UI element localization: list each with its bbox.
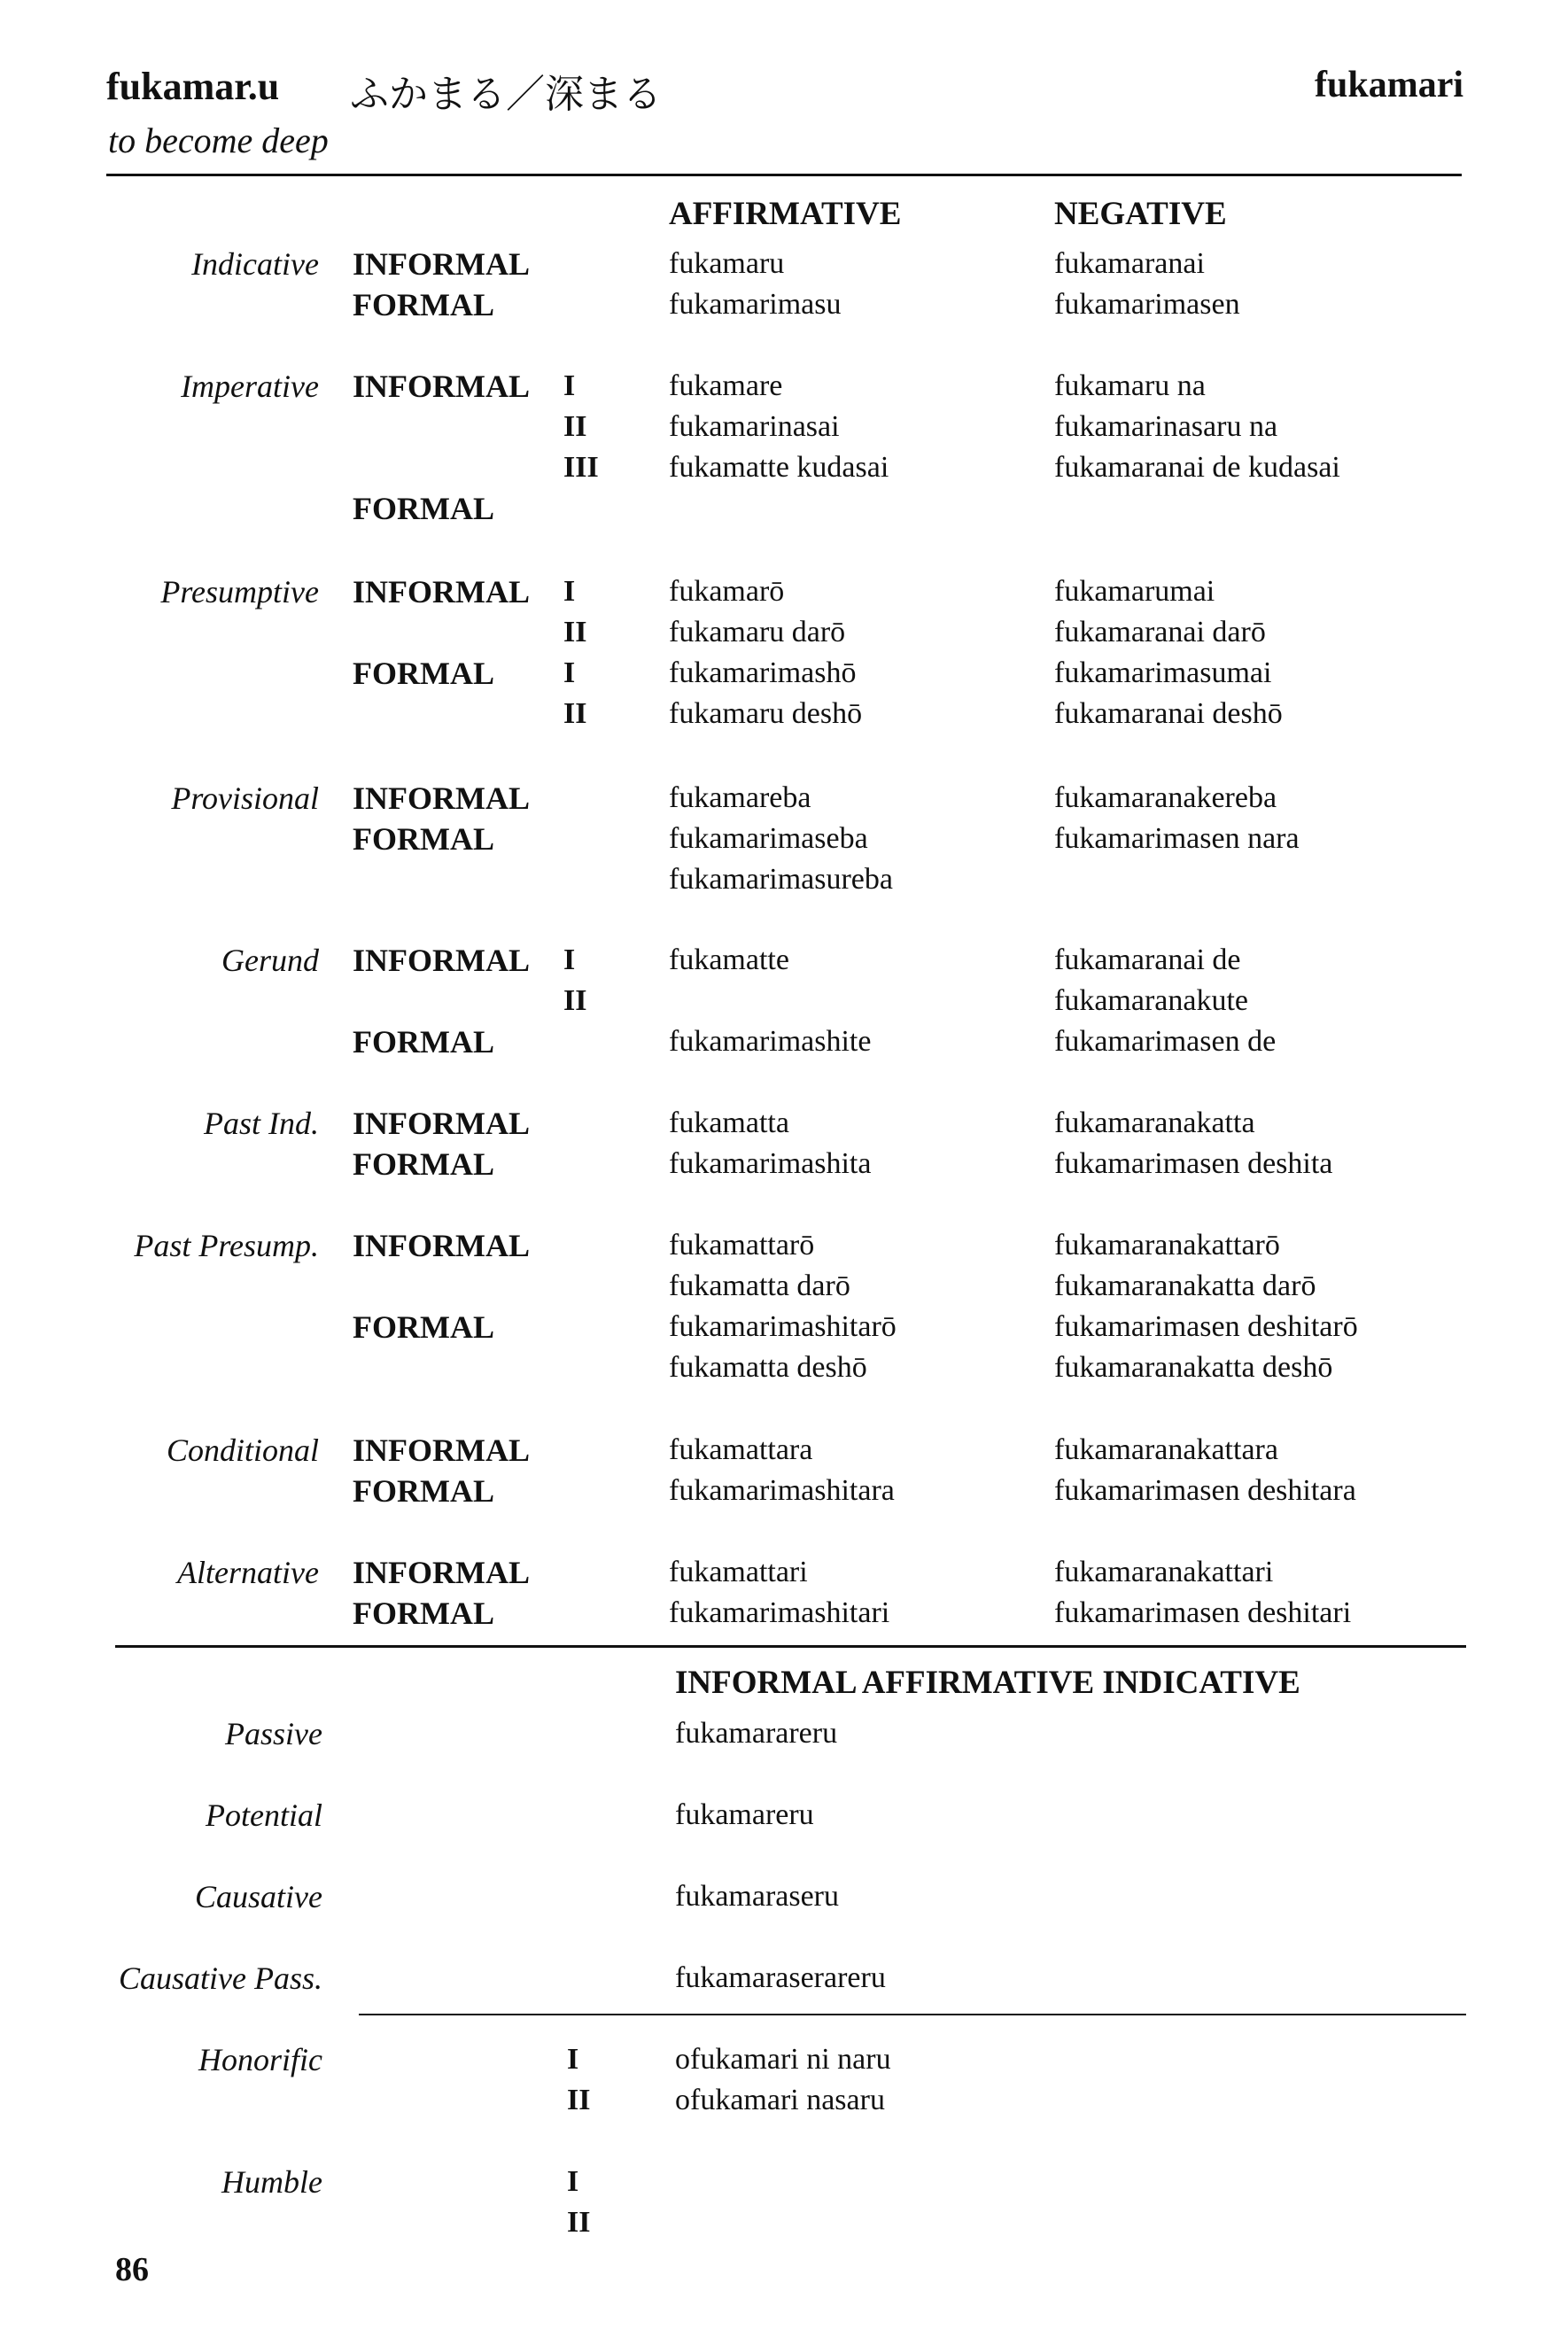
formality-label: FORMAL <box>353 1473 494 1509</box>
negative-form: fukamaranakattarō <box>1054 1229 1280 1262</box>
affirmative-form: fukamaru <box>669 247 785 280</box>
formality-label: FORMAL <box>353 656 494 691</box>
negative-form: fukamarumai <box>1054 575 1215 608</box>
variant-numeral: I <box>563 369 576 402</box>
variant-numeral: I <box>563 575 576 608</box>
negative-form: fukamaranai darō <box>1054 616 1266 648</box>
negative-form: fukamarimasen <box>1054 288 1240 321</box>
negative-form: fukamaranakattari <box>1054 1556 1274 1588</box>
affirmative-form: fukamatta deshō <box>669 1351 867 1384</box>
negative-form: fukamarimasen deshitarō <box>1054 1310 1358 1343</box>
affirmative-form: fukamareba <box>669 781 811 814</box>
formality-label: INFORMAL <box>353 1228 530 1263</box>
formality-label: FORMAL <box>353 1146 494 1182</box>
affirmative-form: fukamarimashitari <box>669 1596 890 1629</box>
formality-label: FORMAL <box>353 1596 494 1631</box>
formality-label: FORMAL <box>353 1309 494 1345</box>
honorific-rule <box>359 2014 1466 2015</box>
variant-numeral: II <box>563 410 587 443</box>
affirmative-form: fukamarō <box>669 575 785 608</box>
category-label: Provisional <box>171 780 319 816</box>
variant-numeral: III <box>563 451 599 484</box>
affirmative-form: fukamarimaseba <box>669 822 868 855</box>
negative-form: fukamaranakatta deshō <box>1054 1351 1333 1384</box>
derived-category-label: Causative <box>195 1879 322 1914</box>
negative-form: fukamarimasen deshitara <box>1054 1474 1356 1507</box>
affirmative-form: fukamarimasu <box>669 288 842 321</box>
derived-category-label: Potential <box>206 1797 322 1833</box>
category-label: Gerund <box>221 943 319 978</box>
category-label: Indicative <box>191 246 319 282</box>
negative-form: fukamaranakatta darō <box>1054 1269 1316 1302</box>
variant-numeral: II <box>563 697 587 730</box>
category-label: Conditional <box>166 1432 319 1468</box>
derived-form: fukamaraserareru <box>675 1961 886 1994</box>
formality-label: FORMAL <box>353 287 494 322</box>
negative-form: fukamaranakattara <box>1054 1433 1278 1466</box>
variant-numeral: II <box>567 2206 591 2239</box>
affirmative-form: fukamarimashitara <box>669 1474 895 1507</box>
derived-form: fukamaraseru <box>675 1880 840 1913</box>
col-negative: NEGATIVE <box>1054 196 1227 232</box>
category-label: Presumptive <box>160 574 319 609</box>
negative-form: fukamaranai <box>1054 247 1205 280</box>
formality-label: INFORMAL <box>353 574 530 609</box>
affirmative-form: fukamaru darō <box>669 616 846 648</box>
variant-numeral: II <box>563 984 587 1017</box>
page-number: 86 <box>115 2251 149 2288</box>
affirmative-form: fukamarimasureba <box>669 863 893 896</box>
negative-form: fukamarimasen nara <box>1054 822 1300 855</box>
derived-category-label: Causative Pass. <box>119 1960 322 1996</box>
verb-kana: ふかまる／深まる <box>350 72 662 117</box>
affirmative-form: fukamarimashitarō <box>669 1310 897 1343</box>
formality-label: INFORMAL <box>353 246 530 282</box>
affirmative-form: fukamarinasai <box>669 410 840 443</box>
variant-numeral: II <box>567 2084 591 2116</box>
variant-numeral: I <box>567 2043 579 2076</box>
negative-form: fukamaru na <box>1054 369 1206 402</box>
derived-form: fukamarareru <box>675 1717 838 1750</box>
derived-category-label: Humble <box>221 2164 322 2200</box>
affirmative-form: fukamarimashō <box>669 656 857 689</box>
affirmative-form: fukamattari <box>669 1556 808 1588</box>
category-label: Past Ind. <box>204 1106 319 1141</box>
negative-form: fukamarimasen de <box>1054 1025 1277 1058</box>
col-affirmative: AFFIRMATIVE <box>669 196 902 232</box>
formality-label: INFORMAL <box>353 1432 530 1468</box>
verb-romaji: fukamar.u <box>106 65 280 108</box>
verb-meaning: to become deep <box>108 120 329 160</box>
negative-form: fukamaranakatta <box>1054 1106 1255 1139</box>
category-label: Imperative <box>181 369 319 404</box>
affirmative-form: fukamatta darō <box>669 1269 850 1302</box>
formality-label: INFORMAL <box>353 780 530 816</box>
formality-label: INFORMAL <box>353 943 530 978</box>
formality-label: FORMAL <box>353 821 494 857</box>
derived-category-label: Passive <box>225 1716 322 1751</box>
category-label: Past Presump. <box>134 1228 319 1263</box>
formality-label: FORMAL <box>353 491 494 526</box>
formality-label: INFORMAL <box>353 369 530 404</box>
negative-form: fukamarinasaru na <box>1054 410 1278 443</box>
negative-form: fukamaranai de kudasai <box>1054 451 1340 484</box>
formality-label: FORMAL <box>353 1024 494 1060</box>
verb-stem: fukamari <box>1315 65 1463 105</box>
variant-numeral: I <box>563 943 576 976</box>
affirmative-form: fukamatte kudasai <box>669 451 889 484</box>
affirmative-form: fukamatta <box>669 1106 789 1139</box>
variant-numeral: I <box>563 656 576 689</box>
lower-header: INFORMAL AFFIRMATIVE INDICATIVE <box>675 1665 1300 1701</box>
top-rule <box>106 174 1462 176</box>
affirmative-form: fukamarimashita <box>669 1147 872 1180</box>
negative-form: fukamarimasen deshita <box>1054 1147 1333 1180</box>
affirmative-form: fukamarimashite <box>669 1025 872 1058</box>
negative-form: fukamaranakute <box>1054 984 1248 1017</box>
derived-form: ofukamari ni naru <box>675 2043 891 2076</box>
category-label: Alternative <box>177 1555 319 1590</box>
negative-form: fukamarimasen deshitari <box>1054 1596 1352 1629</box>
affirmative-form: fukamaru deshō <box>669 697 863 730</box>
negative-form: fukamaranakereba <box>1054 781 1277 814</box>
derived-form: fukamareru <box>675 1798 814 1831</box>
derived-form: ofukamari nasaru <box>675 2084 885 2116</box>
affirmative-form: fukamattara <box>669 1433 813 1466</box>
affirmative-form: fukamattarō <box>669 1229 815 1262</box>
derived-category-label: Honorific <box>198 2042 322 2077</box>
variant-numeral: II <box>563 616 587 648</box>
mid-rule <box>115 1645 1466 1648</box>
formality-label: INFORMAL <box>353 1555 530 1590</box>
affirmative-form: fukamare <box>669 369 783 402</box>
negative-form: fukamaranai deshō <box>1054 697 1283 730</box>
formality-label: INFORMAL <box>353 1106 530 1141</box>
affirmative-form: fukamatte <box>669 943 789 976</box>
negative-form: fukamarimasumai <box>1054 656 1272 689</box>
variant-numeral: I <box>567 2165 579 2198</box>
negative-form: fukamaranai de <box>1054 943 1241 976</box>
